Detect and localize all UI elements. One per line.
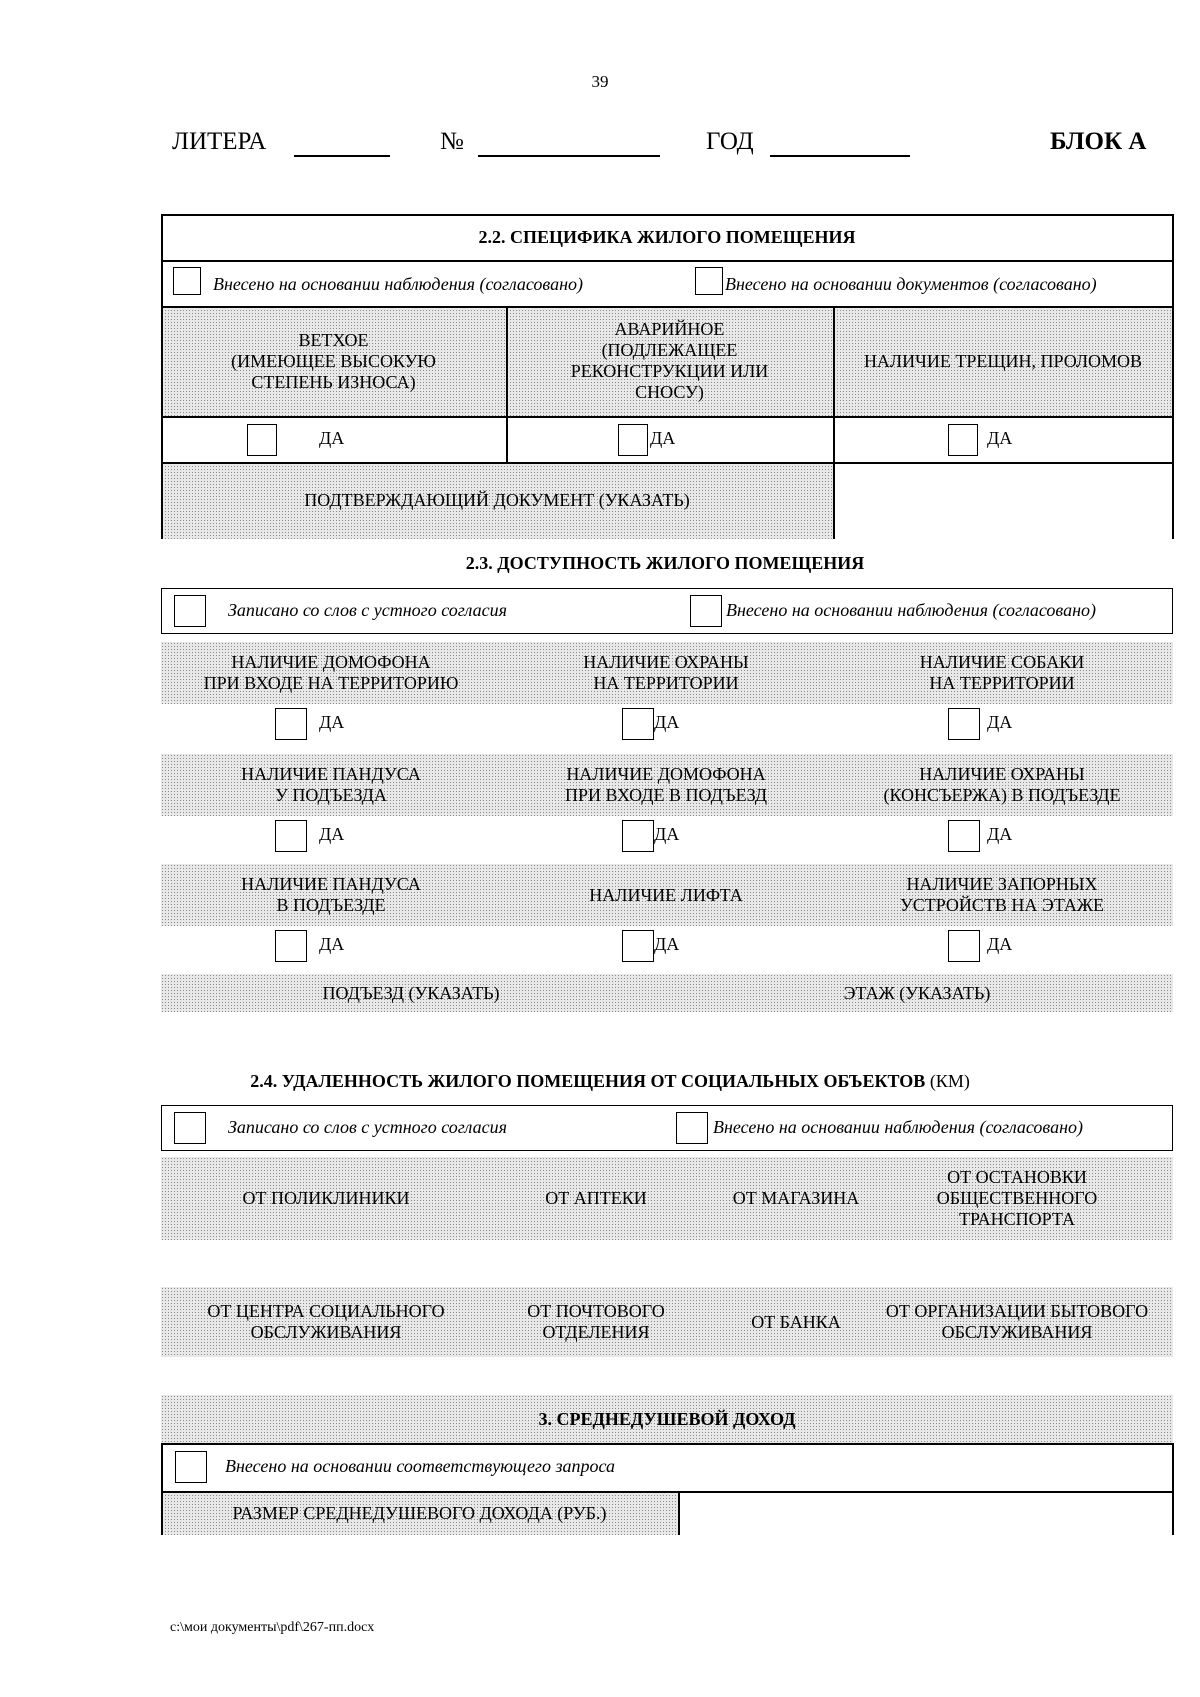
- observation-label-2-3: Внесено на основании наблюдения (согласовано): [726, 600, 1097, 620]
- ramp-inside-checkbox[interactable]: [275, 930, 307, 962]
- dilapidated-yes-checkbox[interactable]: [247, 424, 277, 456]
- distance-polyclinic-label: ОТ ПОЛИКЛИНИКИ: [242, 1188, 410, 1208]
- cracks-yes-label: ДА: [987, 428, 1013, 448]
- dog-territory-yes: ДА: [987, 712, 1013, 732]
- verbal-consent-checkbox[interactable]: [174, 595, 206, 627]
- section-3-title: 3. СРЕДНЕДУШЕВОЙ ДОХОД: [538, 1408, 796, 1429]
- section-2-3-grid: [161, 642, 1173, 1012]
- section-2-4-unit: (КМ): [929, 1071, 970, 1091]
- litera-label: ЛИТЕРА: [172, 128, 267, 155]
- cracks-header: НАЛИЧИЕ ТРЕЩИН, ПРОЛОМОВ: [863, 350, 1143, 371]
- cracks-yes-checkbox[interactable]: [948, 424, 978, 456]
- section-2-3-options: [161, 588, 1173, 634]
- locking-devices-yes: ДА: [987, 934, 1013, 954]
- distance-bank-label: ОТ БАНКА: [751, 1311, 841, 1332]
- intercom-territory-yes: ДА: [319, 712, 345, 732]
- observation-checkbox[interactable]: [173, 267, 201, 295]
- request-checkbox[interactable]: [175, 1451, 207, 1483]
- locking-devices-checkbox[interactable]: [948, 930, 980, 962]
- entrance-number-label: ПОДЪЕЗД (УКАЗАТЬ): [322, 982, 500, 1003]
- observation-checkbox-2-3[interactable]: [690, 595, 722, 627]
- document-field[interactable]: [835, 464, 1171, 539]
- ramp-inside-label: НАЛИЧИЕ ПАНДУСА В ПОДЪЕЗДЕ: [241, 874, 421, 915]
- section-2-2: [161, 214, 1173, 539]
- floor-number-label: ЭТАЖ (УКАЗАТЬ): [843, 982, 991, 1003]
- security-territory-label: НАЛИЧИЕ ОХРАНЫ НА ТЕРРИТОРИИ: [583, 652, 749, 693]
- emergency-yes-checkbox[interactable]: [618, 424, 648, 456]
- verbal-consent-label-2-4: Записано со слов с устного согласия: [228, 1117, 507, 1137]
- documents-label: Внесено на основании документов (согласовано): [725, 274, 1097, 294]
- section-2-2-title: 2.2. СПЕЦИФИКА ЖИЛОГО ПОМЕЩЕНИЯ: [478, 226, 856, 247]
- dog-territory-checkbox[interactable]: [948, 708, 980, 740]
- distance-social-center-label: ОТ ЦЕНТРА СОЦИАЛЬНОГО ОБСЛУЖИВАНИЯ: [207, 1301, 445, 1342]
- number-label: №: [440, 128, 464, 155]
- year-label: ГОД: [706, 128, 754, 155]
- concierge-yes: ДА: [987, 824, 1013, 844]
- request-label: Внесено на основании соответствующего запроса: [225, 1456, 615, 1476]
- locking-devices-label: НАЛИЧИЕ ЗАПОРНЫХ УСТРОЙСТВ НА ЭТАЖЕ: [899, 874, 1105, 915]
- litera-field[interactable]: [294, 155, 390, 157]
- page-number: 39: [591, 72, 609, 91]
- distance-post-office-label: ОТ ПОЧТОВОГО ОТДЕЛЕНИЯ: [527, 1301, 665, 1342]
- section-2-3-title: 2.3. ДОСТУПНОСТЬ ЖИЛОГО ПОМЕЩЕНИЯ: [465, 553, 865, 573]
- section-3: [161, 1395, 1173, 1535]
- concierge-checkbox[interactable]: [948, 820, 980, 852]
- distance-transport-label: ОТ ОСТАНОВКИ ОБЩЕСТВЕННОГО ТРАНСПОРТА: [936, 1167, 1098, 1229]
- security-territory-checkbox[interactable]: [622, 708, 654, 740]
- intercom-entrance-yes: ДА: [654, 824, 680, 844]
- section-2-4-grid: [161, 1157, 1173, 1357]
- elevator-checkbox[interactable]: [622, 930, 654, 962]
- income-label: РАЗМЕР СРЕДНЕДУШЕВОГО ДОХОДА (РУБ.): [232, 1502, 607, 1523]
- verbal-consent-checkbox-2-4[interactable]: [174, 1112, 206, 1144]
- documents-checkbox[interactable]: [695, 267, 723, 295]
- year-field[interactable]: [770, 155, 910, 157]
- dog-territory-label: НАЛИЧИЕ СОБАКИ НА ТЕРРИТОРИИ: [919, 652, 1085, 693]
- intercom-territory-label: НАЛИЧИЕ ДОМОФОНА ПРИ ВХОДЕ НА ТЕРРИТОРИЮ: [203, 652, 459, 693]
- emergency-yes-label: ДА: [650, 428, 676, 448]
- ramp-entrance-label: НАЛИЧИЕ ПАНДУСА У ПОДЪЕЗДА: [241, 764, 421, 805]
- ramp-entrance-checkbox[interactable]: [275, 820, 307, 852]
- verbal-consent-label: Записано со слов с устного согласия: [228, 600, 507, 620]
- footer-file-path: c:\мои документы\pdf\267-пп.docx: [170, 1620, 375, 1635]
- intercom-territory-checkbox[interactable]: [275, 708, 307, 740]
- distance-shop-label: ОТ МАГАЗИНА: [732, 1188, 860, 1208]
- income-field[interactable]: [680, 1493, 1170, 1535]
- ramp-entrance-yes: ДА: [319, 824, 345, 844]
- dilapidated-header: ВЕТХОЕ (ИМЕЮЩЕЕ ВЫСОКУЮ СТЕПЕНЬ ИЗНОСА): [231, 329, 436, 392]
- intercom-entrance-label: НАЛИЧИЕ ДОМОФОНА ПРИ ВХОДЕ В ПОДЪЕЗД: [564, 764, 768, 805]
- number-field[interactable]: [478, 155, 660, 157]
- elevator-yes: ДА: [654, 934, 680, 954]
- emergency-header: АВАРИЙНОЕ (ПОДЛЕЖАЩЕЕ РЕКОНСТРУКЦИИ ИЛИ СНОСУ): [570, 319, 769, 402]
- distance-pharmacy-label: ОТ АПТЕКИ: [545, 1188, 647, 1208]
- security-territory-yes: ДА: [654, 712, 680, 732]
- block-label: БЛОК А: [1050, 128, 1147, 155]
- document-label: ПОДТВЕРЖДАЮЩИЙ ДОКУМЕНТ (УКАЗАТЬ): [304, 490, 690, 510]
- section-2-4-title-text: 2.4. УДАЛЕННОСТЬ ЖИЛОГО ПОМЕЩЕНИЯ ОТ СОЦИАЛЬНЫХ ОБЪЕКТОВ: [250, 1071, 926, 1091]
- concierge-label: НАЛИЧИЕ ОХРАНЫ (КОНСЪЕРЖА) В ПОДЪЕЗДЕ: [883, 764, 1121, 805]
- observation-label-2-4: Внесено на основании наблюдения (согласовано): [713, 1117, 1084, 1137]
- intercom-entrance-checkbox[interactable]: [622, 820, 654, 852]
- section-2-4-options: [161, 1105, 1173, 1151]
- observation-checkbox-2-4[interactable]: [676, 1112, 708, 1144]
- dilapidated-yes-label: ДА: [319, 428, 345, 448]
- section-2-4-title: [0, 1071, 1200, 1092]
- observation-label: Внесено на основании наблюдения (согласовано): [213, 274, 584, 294]
- distance-services-label: ОТ ОРГАНИЗАЦИИ БЫТОВОГО ОБСЛУЖИВАНИЯ: [885, 1301, 1149, 1342]
- ramp-inside-yes: ДА: [319, 934, 345, 954]
- elevator-label: НАЛИЧИЕ ЛИФТА: [589, 884, 743, 905]
